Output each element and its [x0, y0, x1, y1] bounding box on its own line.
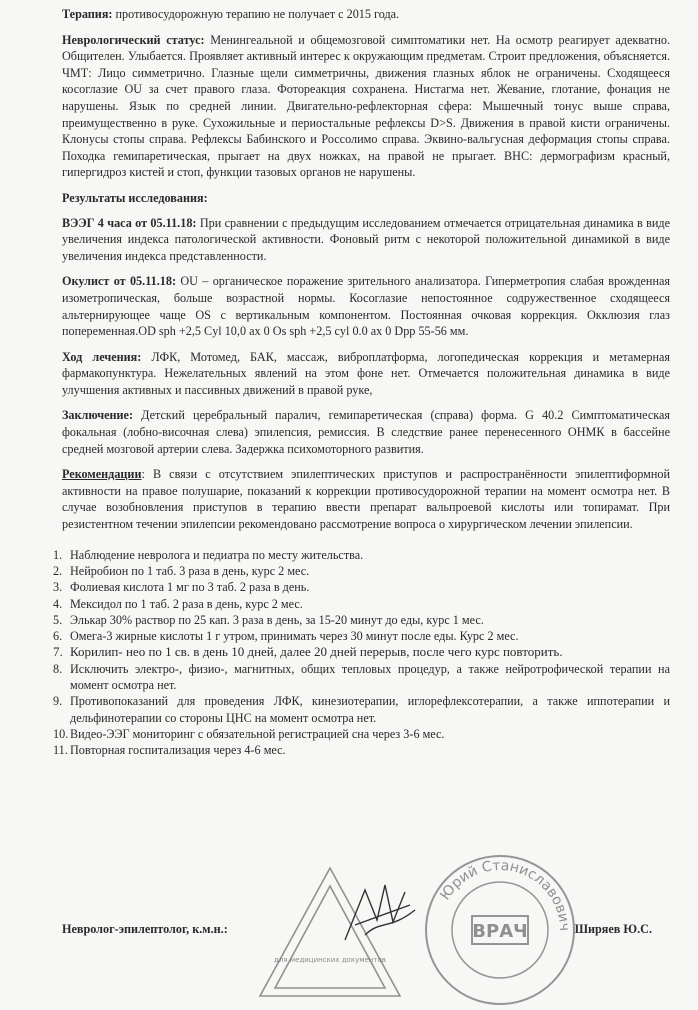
list-item: 2. Нейробион по 1 таб. 3 раза в день, курс 2 мес. [53, 563, 310, 578]
triangle-stamp-text: для медицинских документов [274, 956, 386, 964]
recommendations-paragraph [62, 466, 670, 532]
treatment-course-text: ЛФК, Мотомед, БАК, массаж, виброплатформа, логопедическая коррекция и метамерная фармакопунктура. Нежелательных явлений на этом фоне нет. Отмечается положительная динамика в виде улучшения активных и пассивных движений в правой руке, [62, 349, 670, 397]
oculist-text: OU – органическое поражение зрительного анализатора. Гиперметропия слабая врожденная изометропическая, больше возрастной нормы. Косоглазие непостоянное содружественное сходящееся альтернирующее чаще OS с вертикальным компонентом. Постоянная очковая коррекция. Окклюзия глаз попеременная.OD sph +2,5 Cyl 10,0 ax 0 Os sph +2,5 cyl 0.0 ax 0 Dpp 55-56 мм. [62, 274, 670, 339]
list-item: 8. Исключить электро-, физио-, магнитных, общих тепловых процедур, а также нейротрофической терапии на момент осмотра нет. [53, 661, 670, 692]
oculist-paragraph [62, 273, 670, 339]
treatment-course-paragraph [62, 349, 670, 399]
therapy-paragraph [62, 6, 670, 23]
veeg-label: ВЭЭГ 4 часа от 05.11.18: [62, 215, 197, 230]
list-item: 1. Наблюдение невролога и педиатра по месту жительства. [53, 547, 364, 562]
list-item: 3. Фолиевая кислота 1 мг по 3 таб. 2 раза в день. [53, 580, 310, 595]
conclusion-text: Детский церебральный паралич, гемипаретическая (справа) форма. G 40.2 Симптоматическая фокальная (лобно-височная слева) эпилепсия, ремиссия. В следствие ранее перенесенного ОНМК в бассейне средней мозговой артерии слева. Задержка психомоторного развития. [62, 408, 670, 456]
round-stamp-text: Юрий Станиславович [437, 857, 573, 932]
list-item: 9. Противопоказаний для проведения ЛФК, кинезиотерапии, иглорефлексотерапии, а также иппотерапии и дельфинотерапии со стороны ЦНС на момент осмотра нет. [53, 694, 670, 725]
recommendations-label: Рекомендации [62, 467, 142, 482]
veeg-paragraph [62, 215, 670, 265]
neuro-status-paragraph [62, 32, 670, 181]
list-item: 11. Повторная госпитализация через 4-6 мес. [53, 743, 286, 758]
document-body [53, 6, 670, 758]
list-item: 6. Омега-3 жирные кислоты 1 г утром, принимать через 30 минут после еды. Курс 2 мес. [53, 629, 519, 644]
list-item: 5. Элькар 30% раствор по 25 кап. 3 раза в день, за 15-20 минут до еды, курс 1 мес. [53, 612, 484, 627]
doctor-title: Невролог-эпилептолог, к.м.н.: [62, 922, 228, 936]
recommendations-text: : В связи с отсутствием эпилептических приступов и распространённости эпилептиформной активности на правое полушарие, показаний к коррекции противосудорожной терапии на момент осмотра нет. В случае возобновления приступов в терапию ввести препарат вальпроевой кислоты или топирамат. При резистентном течении эпилепсии рекомендовано рассмотрение вопроса о хирургическом лечении эпилепсии. [62, 467, 670, 532]
oculist-label: Окулист от 05.11.18: [62, 274, 177, 289]
results-title: Результаты исследования: [62, 190, 208, 205]
neuro-status-label: Неврологический статус: [62, 32, 205, 47]
list-item: 4. Мексидол по 1 таб. 2 раза в день, курс 2 мес. [53, 596, 303, 611]
therapy-label: Терапия: [62, 7, 113, 21]
veeg-text: При сравнении с предыдущим исследованием отмечается отрицательная динамика в виде увеличения индекса патологической активности. Фоновый ритм с некоторой положительной динамикой в виде увеличения индекса представленности. [62, 215, 670, 263]
conclusion-paragraph [62, 407, 670, 457]
round-stamp-center-text: ВРАЧ [472, 921, 528, 942]
doctor-name: Ширяев Ю.С. [574, 922, 652, 936]
signature-row [62, 922, 652, 942]
conclusion-label: Заключение: [62, 408, 134, 423]
list-item: 7. Корилип- нео по 1 св. в день 10 дней, далее 20 дней перерыв, после чего курс повторить. [53, 644, 563, 660]
neuro-status-text: Менингеальной и общемозговой симптоматики нет. На осмотр реагирует адекватно. Общителен. Улыбается. Проявляет активный интерес к окружающим предметам. Строит предложения, объясняется. ЧМТ: Лицо симметрично. Глазные щели симметричны, движения глазных яблок не ограничены. Сходящееся косоглазие OU за счет правого глаза. Фотореакция сохранена. Нистагма нет. Жевание, глотание, фонация не нарушены. Язык по средней линии. Двигательно-рефлекторная сфера: Мышечный тонус выше справа, преимущественно в руке. Сухожильные и периостальные рефлексы D>S. Движения в правой кисти ограничены. Клонусы стопы справа. Рефлексы Бабинского и Россолимо справа. Эквино-вальгусная деформация стопы справа. Походка гемипаретическая, прыгает на двух ножках, на правой не прыгает. ВНС: дермографизм красный, гипергидроз кистей и стоп, функции тазовых органов не нарушены. [62, 32, 670, 180]
recommendations-list [53, 547, 670, 759]
treatment-course-label: Ход лечения: [62, 349, 142, 364]
list-item: 10. Видео-ЭЭГ мониторинг с обязательной регистрацией сна через 3-6 мес. [53, 726, 445, 741]
therapy-text: противосудорожную терапию не получает с 2015 года. [112, 7, 400, 21]
